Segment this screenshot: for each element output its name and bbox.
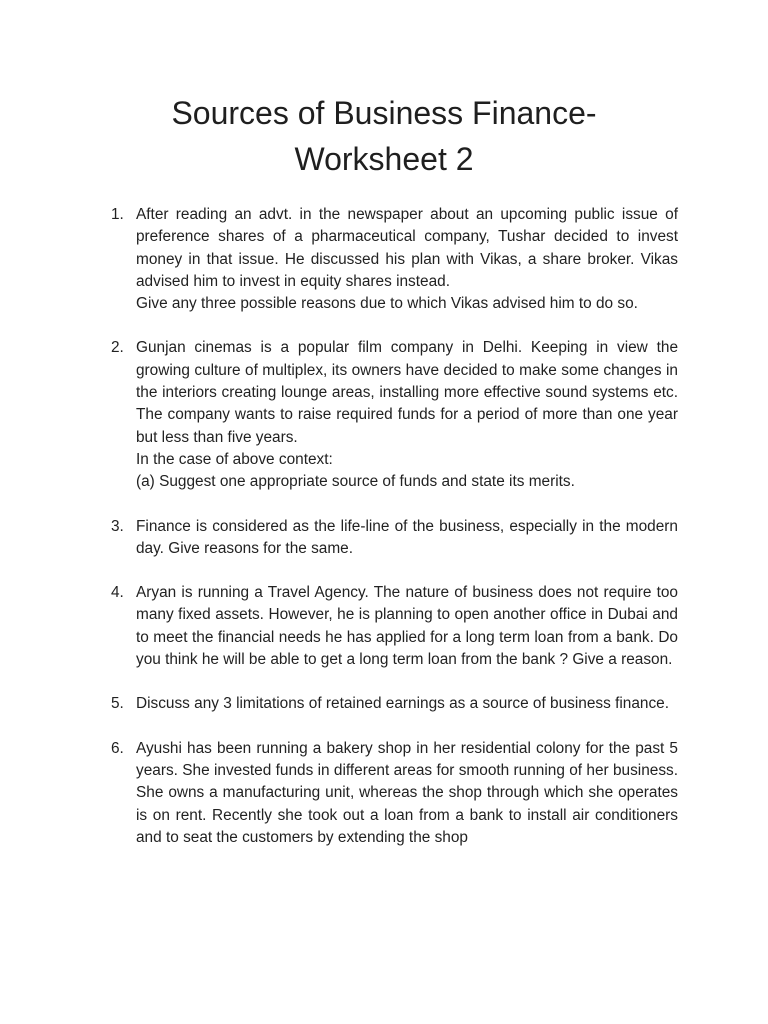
question-item — [111, 693, 678, 715]
question-text: After reading an advt. in the newspaper about an upcoming public issue of preference shares of a pharmaceutical company, Tushar decided to invest money in that issue. He discussed his plan with Vikas, a share broker. Vikas advised him to invest in equity shares instead. — [136, 206, 678, 290]
page-title — [0, 90, 768, 182]
question-list — [111, 204, 678, 871]
title-line-1: Sources of Business Finance- — [171, 95, 597, 131]
question-item — [111, 738, 678, 849]
question-number: 3. — [111, 517, 124, 535]
question-item — [111, 582, 678, 671]
title-line-2: Worksheet 2 — [294, 141, 474, 177]
question-number: 5. — [111, 695, 124, 713]
question-number: 1. — [111, 206, 124, 223]
question-text: Gunjan cinemas is a popular film company in Delhi. Keeping in view the growing culture of multiplex, its owners have decided to make some changes in the interiors creating lounge areas, installing more effective sound systems etc. The company wants to raise required funds for a period of more than one year but less than five years. — [136, 339, 678, 446]
question-text: Aryan is running a Travel Agency. The nature of business does not require too many fixed assets. However, he is planning to open another office in Dubai and to meet the financial needs he has applied for a long term loan from a bank. Do you think he will be able to get a long term loan from the bank ? Give a reason. — [136, 584, 678, 669]
question-item — [111, 204, 678, 315]
question-text: Discuss any 3 limitations of retained earnings as a source of business finance. — [136, 695, 669, 713]
question-item — [111, 337, 678, 493]
question-number: 6. — [111, 739, 124, 757]
question-context: In the case of above context: — [136, 450, 333, 468]
question-item — [111, 516, 678, 561]
question-text: Ayushi has been running a bakery shop in her residential colony for the past 5 years. She invested funds in different areas for smooth running of her business. She owns a manufacturing unit, whereas the shop through which she operates is on rent. Recently she took out a loan from a bank to install air conditioners and to seat the customers by extending the shop — [136, 739, 678, 846]
question-text: Finance is considered as the life-line of the business, especially in the modern day. Give reasons for the same. — [136, 517, 678, 557]
question-number: 4. — [111, 584, 124, 602]
question-prompt: (a) Suggest one appropriate source of funds and state its merits. — [136, 473, 575, 491]
question-number: 2. — [111, 339, 124, 357]
question-prompt: Give any three possible reasons due to which Vikas advised him to do so. — [136, 295, 638, 313]
